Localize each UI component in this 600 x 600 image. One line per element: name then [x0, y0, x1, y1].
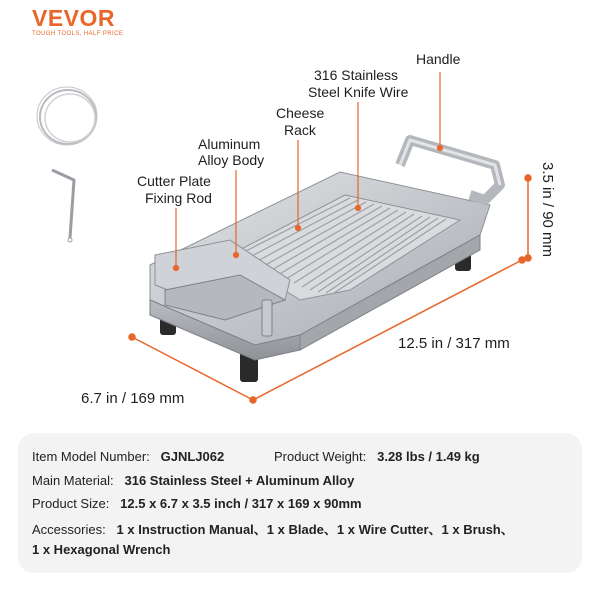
spec-material-value: 316 Stainless Steel + Aluminum Alloy: [117, 473, 355, 488]
spec-accessories-label: Accessories:: [32, 522, 106, 537]
spec-weight-row: [274, 449, 480, 464]
spec-accessories-value-line2: 1 x Hexagonal Wrench: [32, 542, 171, 557]
dimension-width: 6.7 in / 169 mm: [81, 390, 185, 407]
spec-model-value: GJNLJ062: [153, 449, 225, 464]
spec-weight-value: 3.28 lbs / 1.49 kg: [369, 449, 480, 464]
spec-weight-label: Product Weight:: [274, 449, 367, 464]
dimension-height: 3.5 in / 90 mm: [539, 162, 556, 258]
spec-size-row: [32, 496, 362, 511]
callout-rack-line2: Rack: [284, 122, 316, 138]
spec-model-row: [32, 449, 224, 464]
spec-panel: [18, 433, 582, 573]
callout-wire-line2: Steel Knife Wire: [308, 84, 409, 100]
spec-size-value: 12.5 x 6.7 x 3.5 inch / 317 x 169 x 90mm: [112, 496, 362, 511]
spec-material-row: [32, 473, 354, 488]
spec-material-label: Main Material:: [32, 473, 114, 488]
brand-name: VEVOR: [32, 5, 116, 31]
callout-rod-line1: Cutter Plate: [137, 173, 211, 189]
callout-body-line2: Alloy Body: [198, 152, 265, 168]
hex-wrench-accessory: [52, 170, 74, 242]
brand-tagline: TOUGH TOOLS, HALF PRICE: [32, 31, 124, 37]
spec-accessories-row: [32, 519, 514, 538]
callout-rack-line1: Cheese: [276, 105, 325, 121]
callout-rod-line2: Fixing Rod: [145, 190, 212, 206]
fixing-rod: [262, 300, 272, 336]
callout-body-line1: Aluminum: [198, 136, 261, 152]
callout-handle: Handle: [416, 51, 461, 67]
spec-accessories-row-2: [32, 542, 170, 557]
callout-wire-line1: 316 Stainless: [314, 67, 399, 83]
spec-model-label: Item Model Number:: [32, 449, 150, 464]
wire-coil-accessory: [37, 87, 97, 145]
dimension-length: 12.5 in / 317 mm: [398, 335, 510, 352]
spec-size-label: Product Size:: [32, 496, 110, 511]
spec-accessories-value-line1: 1 x Instruction Manual、1 x Blade、1 x Wire Cutter、1 x Brush、: [109, 522, 514, 537]
